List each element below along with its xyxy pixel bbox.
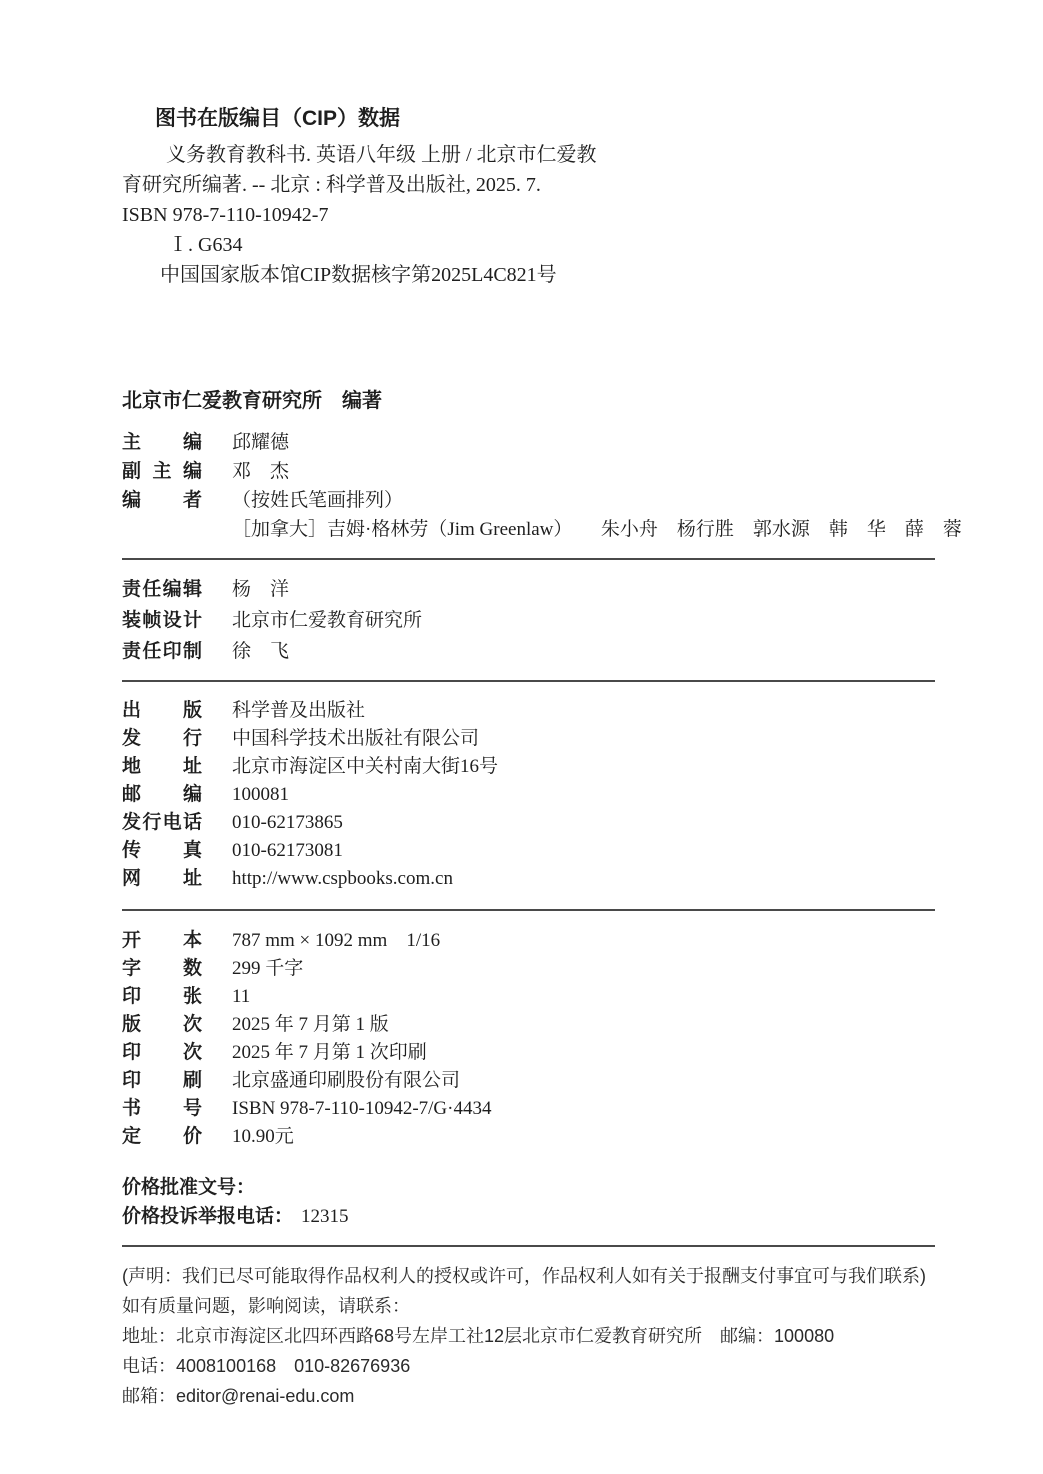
publishing-row-address bbox=[122, 753, 935, 781]
row-value: 010-62173865 bbox=[232, 812, 343, 833]
row-label: 主编 bbox=[122, 432, 202, 453]
row-label: 邮编 bbox=[122, 784, 202, 805]
specs-row-edition bbox=[122, 1011, 935, 1039]
row-value: （按姓氏笔画排列） bbox=[232, 490, 404, 511]
price-complaint-label: 价格投诉举报电话： bbox=[122, 1206, 294, 1227]
price-complaint-phone: 12315 bbox=[301, 1206, 349, 1227]
row-value: 科学普及出版社 bbox=[232, 700, 366, 721]
price-approval-row bbox=[122, 1173, 935, 1202]
specs-row-price bbox=[122, 1123, 935, 1151]
editor-row-names bbox=[122, 515, 962, 544]
row-label: 字数 bbox=[122, 958, 202, 979]
publishing-row-website bbox=[122, 865, 935, 893]
price-section bbox=[122, 1173, 935, 1231]
row-label: 开本 bbox=[122, 930, 202, 951]
staff-section bbox=[122, 574, 935, 667]
cip-line-title: 义务教育教科书. 英语八年级 上册 / 北京市仁爱教 bbox=[166, 144, 597, 166]
section-divider bbox=[122, 1245, 935, 1247]
publishing-row-sales-phone bbox=[122, 809, 935, 837]
row-value: 100081 bbox=[232, 784, 289, 805]
editors-section bbox=[122, 428, 962, 544]
row-value: 北京市海淀区中关村南大街16号 bbox=[232, 756, 499, 777]
cip-line-isbn: ISBN 978-7-110-10942-7 bbox=[122, 204, 329, 226]
publishing-row-postcode bbox=[122, 781, 935, 809]
row-label: 书号 bbox=[122, 1098, 202, 1119]
staff-row-print bbox=[122, 636, 935, 667]
row-value: 10.90元 bbox=[232, 1126, 294, 1147]
row-value: 徐 飞 bbox=[232, 641, 290, 662]
row-value: 2025 年 7 月第 1 版 bbox=[232, 1014, 389, 1035]
row-label: 地址 bbox=[122, 756, 202, 777]
row-label: 印张 bbox=[122, 986, 202, 1007]
cip-line-class: Ⅰ. G634 bbox=[168, 234, 243, 256]
publishing-row-distributor bbox=[122, 725, 935, 753]
notice-email: 邮箱：editor@renai-edu.com bbox=[122, 1386, 355, 1406]
staff-row-design bbox=[122, 605, 935, 636]
specs-row-impression bbox=[122, 1039, 935, 1067]
row-label: 责任编辑 bbox=[122, 579, 202, 600]
row-value: ［加拿大］吉姆·格林劳（Jim Greenlaw） 朱小舟 杨行胜 郭水源 韩 华 薛 蓉 bbox=[232, 519, 962, 540]
row-label: 发行电话 bbox=[122, 812, 202, 833]
row-label: 传真 bbox=[122, 840, 202, 861]
price-complaint-row bbox=[122, 1202, 935, 1231]
row-value: 299 千字 bbox=[232, 958, 304, 979]
row-label: 网址 bbox=[122, 868, 202, 889]
row-value: 2025 年 7 月第 1 次印刷 bbox=[232, 1042, 427, 1063]
row-label: 印刷 bbox=[122, 1070, 202, 1091]
row-label: 出版 bbox=[122, 700, 202, 721]
cip-line-core-number: 中国国家版本馆CIP数据核字第2025L4C821号 bbox=[160, 264, 557, 286]
specs-row-format bbox=[122, 927, 935, 955]
row-label: 装帧设计 bbox=[122, 610, 202, 631]
publishing-section bbox=[122, 697, 935, 893]
specs-row-wordcount bbox=[122, 955, 935, 983]
row-label: 定价 bbox=[122, 1126, 202, 1147]
editor-row-deputy bbox=[122, 457, 935, 486]
row-value: 北京盛通印刷股份有限公司 bbox=[232, 1070, 461, 1091]
notice-quality: 如有质量问题，影响阅读，请联系： bbox=[122, 1296, 410, 1316]
specs-row-sheets bbox=[122, 983, 935, 1011]
cip-block bbox=[122, 104, 935, 290]
row-label: 发行 bbox=[122, 728, 202, 749]
section-divider bbox=[122, 558, 935, 560]
editor-row-chief bbox=[122, 428, 935, 457]
staff-row-editor bbox=[122, 574, 935, 605]
specs-section bbox=[122, 927, 935, 1151]
row-label: 编者 bbox=[122, 490, 202, 511]
editor-row-editors bbox=[122, 486, 935, 515]
section-divider bbox=[122, 680, 935, 682]
row-value: 中国科学技术出版社有限公司 bbox=[232, 728, 480, 749]
row-value: 11 bbox=[232, 986, 251, 1007]
publishing-row-publisher bbox=[122, 697, 935, 725]
website-url: http://www.cspbooks.com.cn bbox=[232, 868, 453, 889]
row-value: 邱耀德 bbox=[232, 432, 290, 453]
row-value: 杨 洋 bbox=[232, 579, 290, 600]
row-label: 副主编 bbox=[122, 461, 202, 482]
notice-address: 地址：北京市海淀区北四环西路68号左岸工社12层北京市仁爱教育研究所 邮编：100080 bbox=[122, 1326, 835, 1346]
specs-row-book-number bbox=[122, 1095, 935, 1123]
row-value: 邓 杰 bbox=[232, 461, 290, 482]
specs-row-printer bbox=[122, 1067, 935, 1095]
notice-section bbox=[122, 1261, 935, 1411]
section-divider bbox=[122, 909, 935, 911]
price-approval-label: 价格批准文号： bbox=[122, 1177, 256, 1198]
cip-heading: 图书在版编目（CIP）数据 bbox=[155, 107, 401, 130]
row-label: 版次 bbox=[122, 1014, 202, 1035]
row-value: 787 mm × 1092 mm 1/16 bbox=[232, 930, 441, 951]
row-label: 责任印制 bbox=[122, 641, 202, 662]
row-label: 印次 bbox=[122, 1042, 202, 1063]
row-value: ISBN 978-7-110-10942-7/G·4434 bbox=[232, 1098, 492, 1119]
row-value: 北京市仁爱教育研究所 bbox=[232, 610, 423, 631]
publishing-row-fax bbox=[122, 837, 935, 865]
byline: 北京市仁爱教育研究所 编著 bbox=[122, 390, 382, 412]
notice-phone: 电话：4008100168 010-82676936 bbox=[122, 1356, 411, 1376]
notice-declaration: (声明：我们已尽可能取得作品权利人的授权或许可，作品权利人如有关于报酬支付事宜可与我们联系) bbox=[122, 1266, 926, 1286]
cip-line-publisher: 育研究所编著. -- 北京 : 科学普及出版社, 2025. 7. bbox=[122, 174, 541, 196]
row-value: 010-62173081 bbox=[232, 840, 343, 861]
